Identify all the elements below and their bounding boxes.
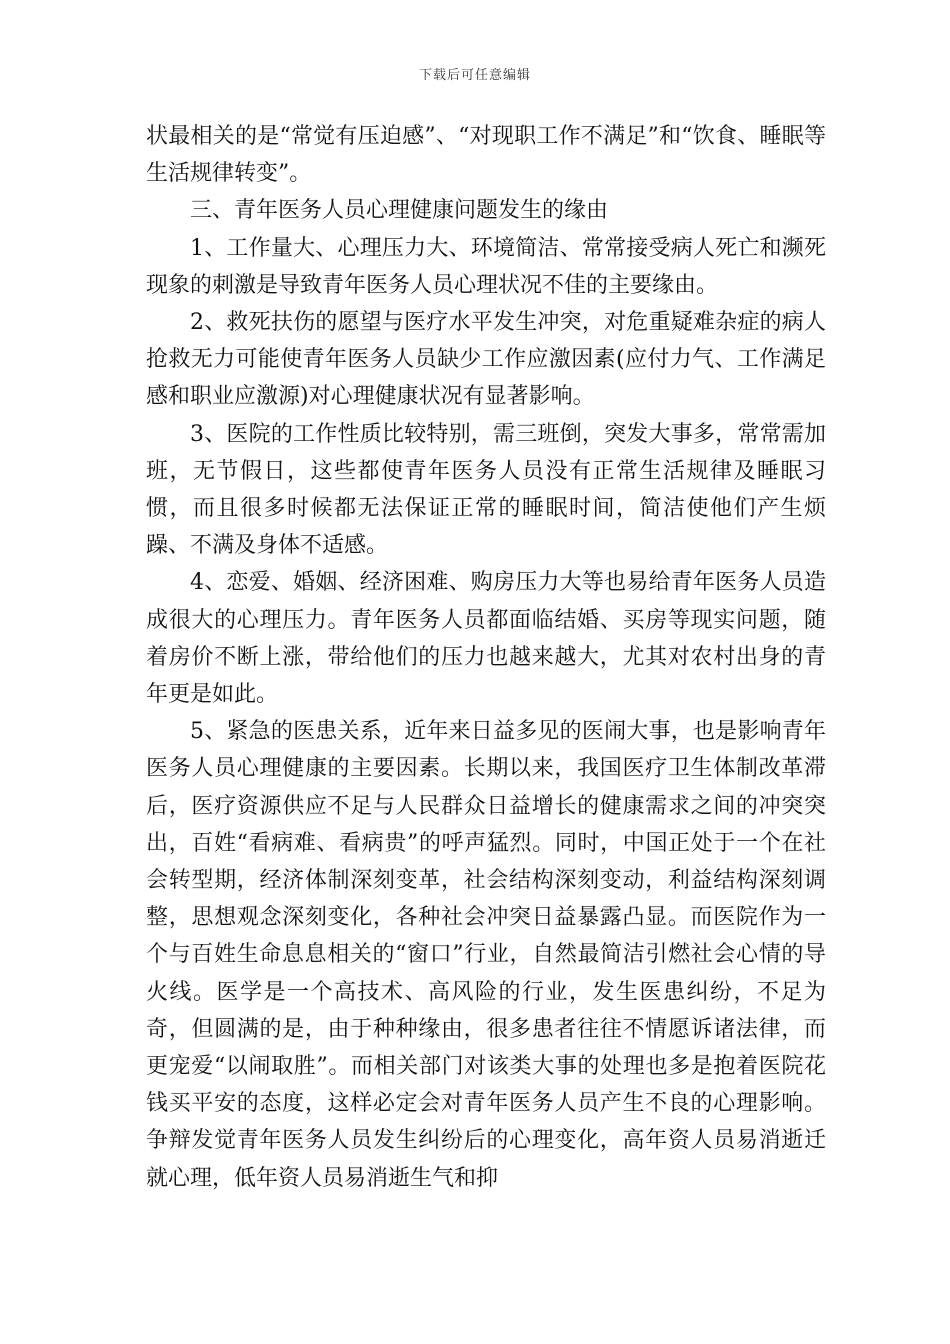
paragraph: 4、恋爱、婚姻、经济困难、购房压力大等也易给青年医务人员造成很大的心理压力。青年医务人员都面临结婚、买房等现实问题，随着房价不断上涨，带给他们的压力也越来越大，尤其对农村出身的青年更是如此。 [146, 570, 826, 708]
paragraph: 状最相关的是“常觉有压迫感”、“对现职工作不满足”和“饮食、睡眠等生活规律转变”。 [146, 124, 826, 187]
header-note: 下载后可任意编辑 [418, 68, 531, 83]
paragraph: 3、医院的工作性质比较特别，需三班倒，突发大事多，常常需加班，无节假日，这些都使青年医务人员没有正常生活规律及睡眠习惯，而且很多时候都无法保证正常的睡眠时间，简洁使他们产生烦躁、不满及身体不适感。 [146, 421, 826, 559]
paragraph: 2、救死扶伤的愿望与医疗水平发生冲突，对危重疑难杂症的病人抢救无力可能使青年医务人员缺少工作应激因素(应付力气、工作满足感和职业应激源)对心理健康状况有显著影响。 [146, 310, 826, 410]
paragraph: 1、工作量大、心理压力大、环境简洁、常常接受病人死亡和濒死现象的刺激是导致青年医务人员心理状况不佳的主要缘由。 [146, 235, 826, 298]
section-heading: 三、青年医务人员心理健康问题发生的缘由 [190, 198, 609, 224]
paragraph: 5、紧急的医患关系，近年来日益多见的医闹大事，也是影响青年医务人员心理健康的主要因素。长期以来，我国医疗卫生体制改革滞后，医疗资源供应不足与人民群众日益增长的健康需求之间的冲突突出，百姓“看病难、看病贵”的呼声猛烈。同时，中国正处于一个在社会转型期，经济体制深刻变革，社会结构深刻变动，利益结构深刻调整，思想观念深刻变化，各种社会冲突日益暴露凸显。而医院作为一个与百姓生命息息相关的“窗口”行业，自然最简洁引燃社会心情的导火线。医学是一个高技术、高风险的行业，发生医患纠纷，不足为奇，但圆满的是，由于种种缘由，很多患者往往不情愿诉诸法律，而更宠爱“以闹取胜”。而相关部门对该类大事的处理也多是抱着医院花钱买平安的态度，这样必定会对青年医务人员产生不良的心理影响。争辩发觉青年医务人员发生纠纷后的心理变化，高年资人员易消逝迁就心理，低年资人员易消逝生气和抑 [146, 719, 826, 1191]
document-body [146, 118, 826, 1197]
